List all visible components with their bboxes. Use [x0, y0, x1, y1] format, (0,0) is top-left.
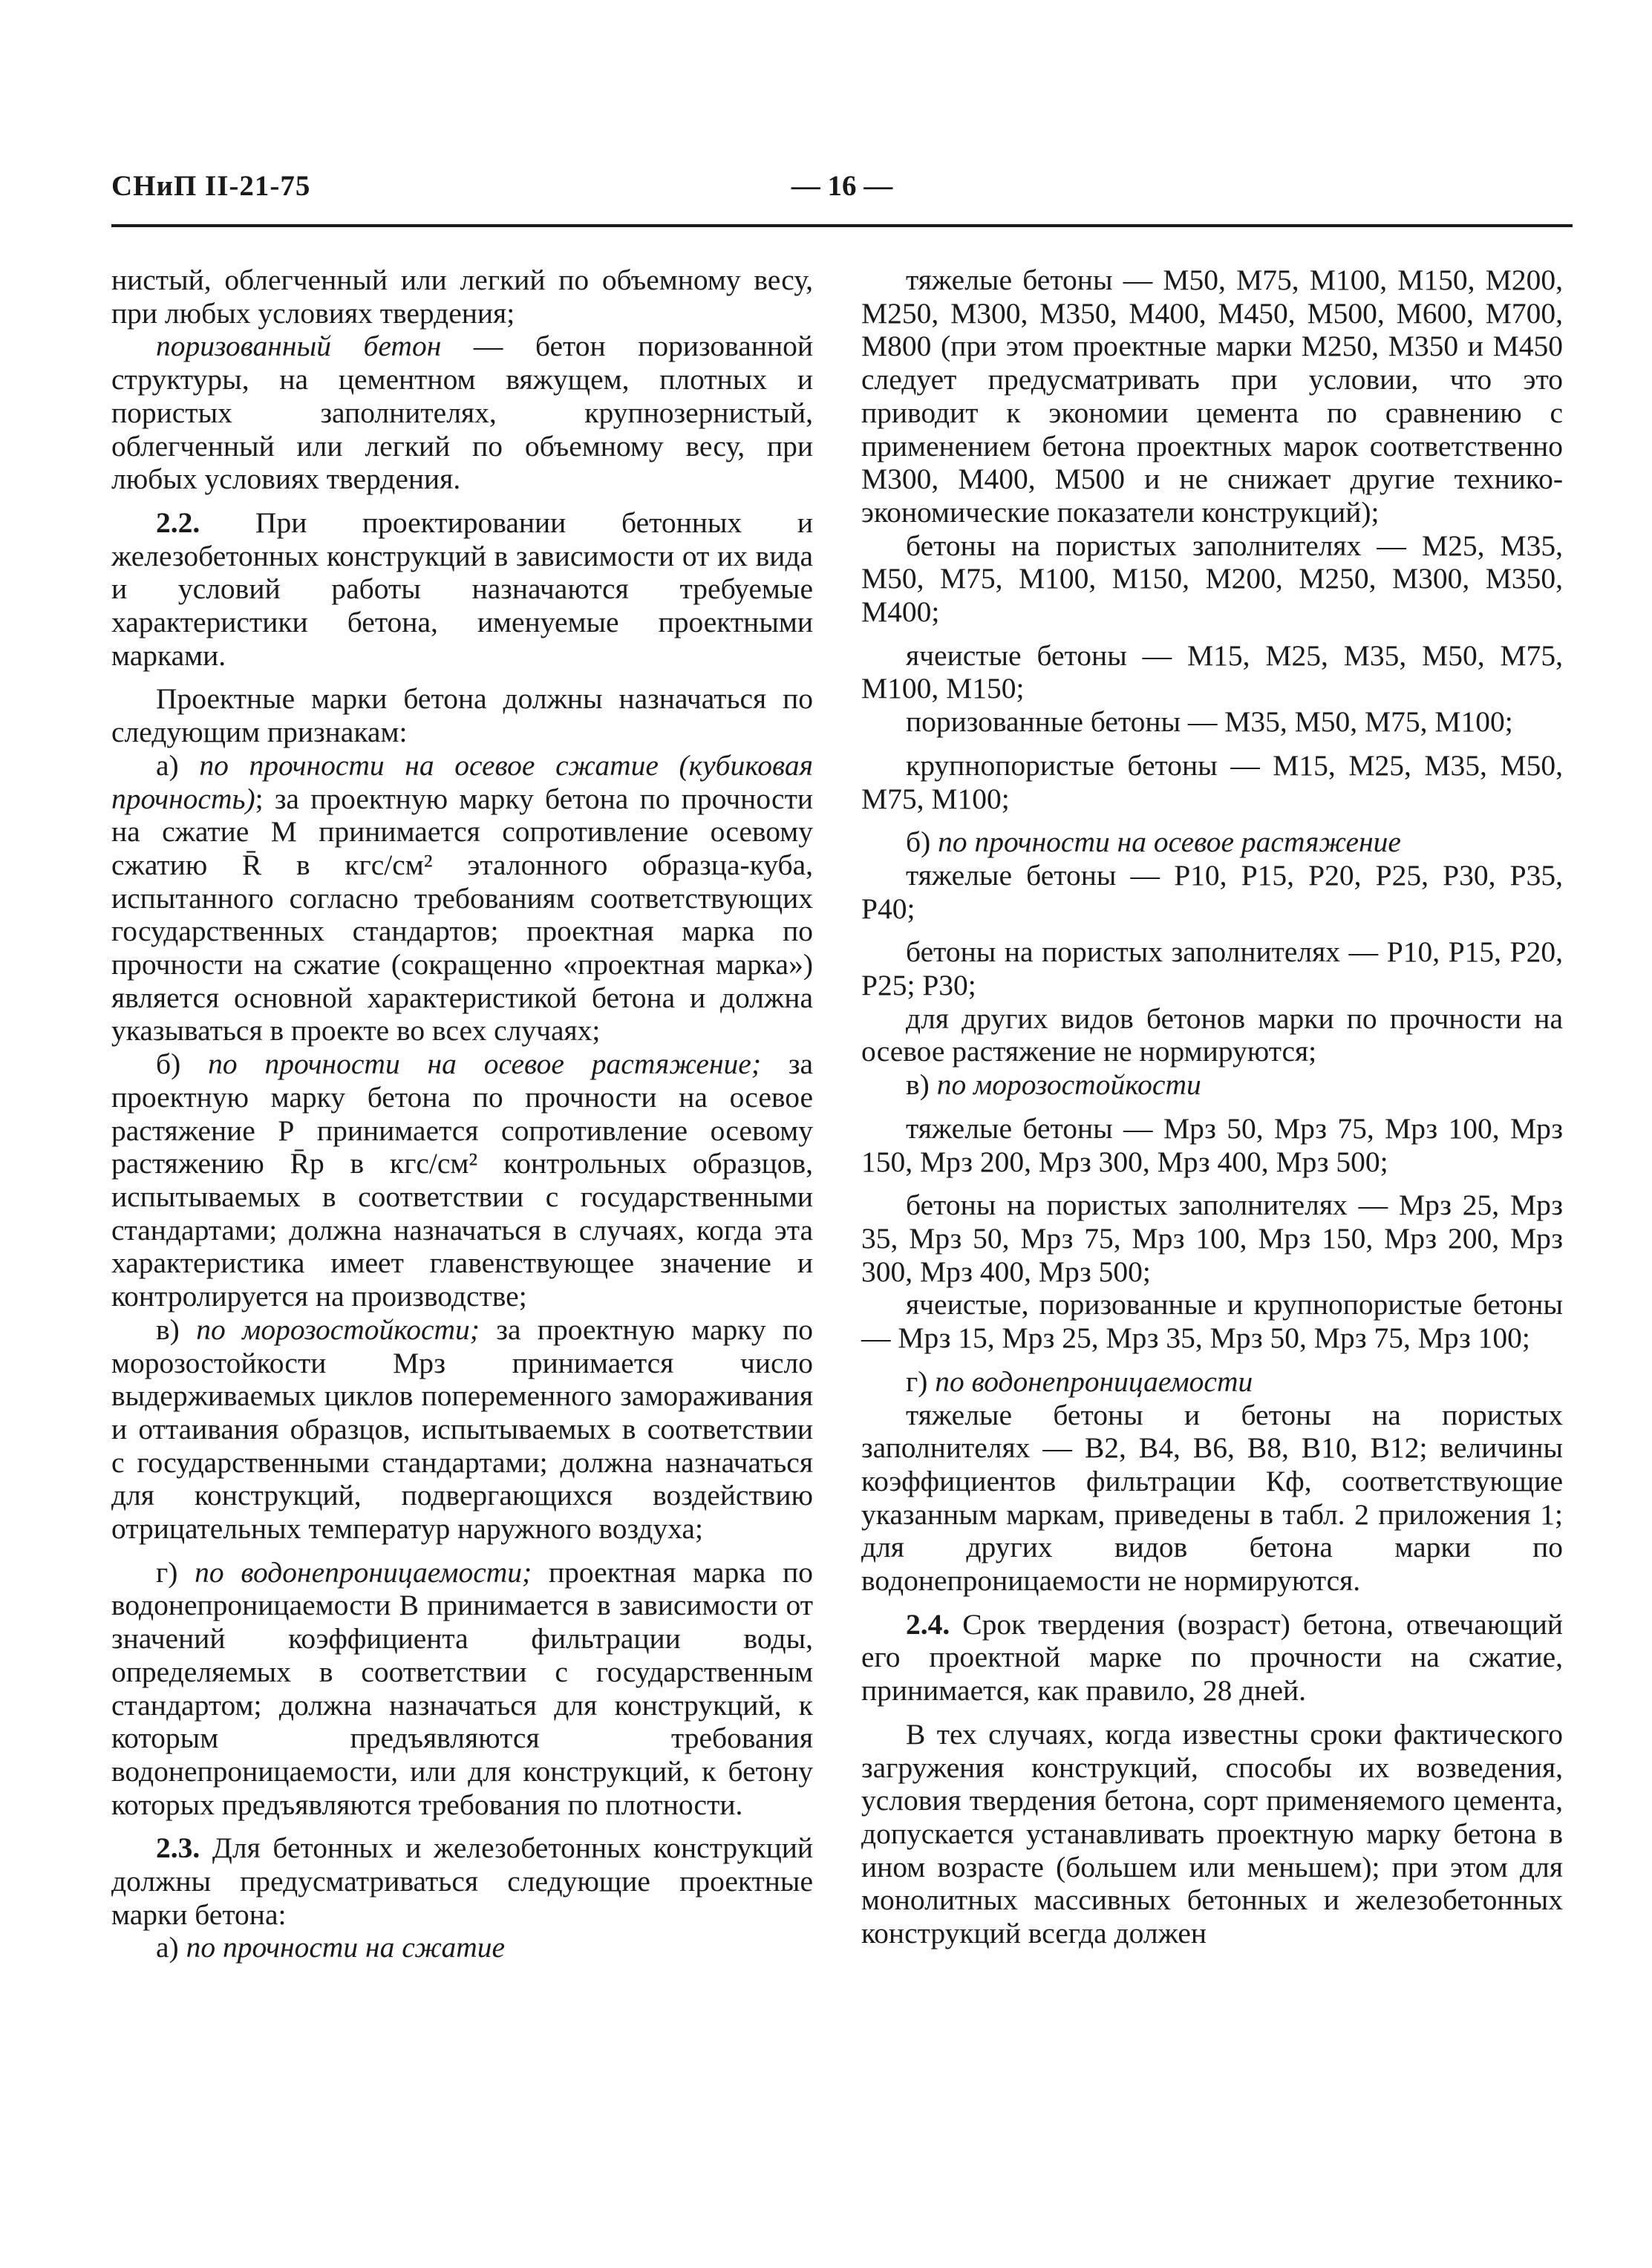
paragraph: ячеистые бетоны — М15, М25, М35, М50, М75, М100, М150;: [861, 638, 1563, 705]
right-column: [861, 264, 1563, 1950]
list-marker: а): [156, 748, 200, 782]
paragraph: тяжелые бетоны — М50, М75, М100, М150, М200, М250, М300, М350, М400, М450, М500, М600, М700, М800 (при этом проектные марки М250, М350 и М450 следует предусматривать при условии, что это приводит к экономии цемента по сравнению с применением бетона проектных марок соответственно М300, М400, М500 и не снижает другие технико-экономические показатели конструкций);: [861, 264, 1563, 529]
list-marker: г): [156, 1555, 195, 1589]
document-code: СНиП II-21-75: [111, 170, 311, 202]
list-marker: б): [156, 1048, 209, 1081]
list-item: [111, 1556, 813, 1822]
italic-term: по прочности на осевое растяжение: [938, 826, 1401, 859]
list-item: [111, 749, 813, 1048]
paragraph-text: за проектную марку бетона по прочности на осевое растяжение Р принимается сопротивление осевому растяжению R̄р в кгс/см² контрольных образцов, испытываемых в соответствии с государственными стандартами; должна назначаться в случаях, когда эта характеристика имеет главенствующее значение и контролируется на производстве;: [111, 1048, 813, 1313]
list-item: [861, 1068, 1563, 1102]
italic-term: по морозостойкости: [936, 1068, 1201, 1102]
italic-term: по прочности на сжатие: [186, 1931, 506, 1964]
paragraph-text: Для бетонных и железобетонных конструкций должны предусматриваться следующие проектные марки бетона:: [111, 1831, 813, 1931]
page-header: [111, 169, 1573, 221]
list-marker: в): [156, 1313, 197, 1346]
paragraph-text: ; за проектную марку бетона по прочности на сжатие М принимается сопротивление осевому сжатию R̄ в кгс/см² эталонного образца-куба, испытанного согласно требованиям соответствующих государственных стандартов; проектная марка по прочности на сжатие (сокращенно «проектная марка») является основной характеристикой бетона и должна указываться в проекте во всех случаях;: [111, 782, 813, 1048]
paragraph-text: проектная марка по водонепроницаемости В принимается в зависимости от значений коэффициента фильтрации воды, определяемых в соответствии с государственным стандартом; должна назначаться для конструкций, к которым предъявляются требования водонепроницаемости, или для конструкций, к бетону которых предъявляются требования по плотности.: [111, 1555, 813, 1821]
header-rule: [111, 224, 1573, 227]
list-item: [861, 1365, 1563, 1399]
paragraph: крупнопористые бетоны — М15, М25, М35, М50, М75, М100;: [861, 748, 1563, 815]
paragraph: бетоны на пористых заполнителях — Р10, Р15, Р20, Р25; Р30;: [861, 935, 1563, 1002]
italic-term: по морозостойкости;: [196, 1313, 480, 1346]
section-paragraph: [111, 506, 813, 673]
italic-term: по прочности на осевое растяжение;: [208, 1048, 761, 1081]
list-item: [111, 1048, 813, 1313]
paragraph: бетоны на пористых заполнителях — М25, М35, М50, М75, М100, М150, М200, М250, М300, М350, М400;: [861, 529, 1563, 629]
section-number: 2.4.: [906, 1607, 950, 1641]
list-marker: б): [906, 826, 938, 859]
list-marker: а): [156, 1931, 186, 1964]
list-item: [861, 826, 1563, 859]
list-marker: в): [906, 1068, 937, 1102]
paragraph: бетоны на пористых заполнителях — Мрз 25, Мрз 35, Мрз 50, Мрз 75, Мрз 100, Мрз 150, Мрз 200, Мрз 300, Мрз 400, Мрз 500;: [861, 1189, 1563, 1288]
italic-term: по прочности на осевое сжатие (кубиковая прочность): [111, 748, 813, 815]
section-number: 2.3.: [156, 1831, 200, 1865]
paragraph-text: Срок твердения (возраст) бетона, отвечающий его проектной марке по прочности на сжатие, принимается, как правило, 28 дней.: [861, 1607, 1563, 1707]
paragraph: тяжелые бетоны и бетоны на пористых заполнителях — В2, В4, В6, В8, В10, В12; величины коэффициентов фильтрации Кф, соответствующие указанным маркам, приведены в табл. 2 приложения 1; для других видов бетона марки по водонепроницаемости не нормируются.: [861, 1398, 1563, 1598]
list-item: [111, 1313, 813, 1546]
paragraph: для других видов бетонов марки по прочности на осевое растяжение не нормируются;: [861, 1001, 1563, 1068]
paragraph: [111, 330, 813, 496]
paragraph-text: — бетон поризованной структуры, на цементном вяжущем, плотных и пористых заполнителях, крупнозернистый, облегченный или легкий по объемному весу, при любых условиях твердения.: [111, 330, 813, 496]
paragraph: Проектные марки бетона должны назначаться по следующим признакам:: [111, 682, 813, 749]
list-marker: г): [906, 1365, 936, 1398]
page-number: — 16 —: [791, 170, 893, 202]
paragraph: В тех случаях, когда известны сроки фактического загружения конструкций, способы их возведения, условия твердения бетона, сорт применяемого цемента, допускается устанавливать проектную марку бетона в ином возрасте (большем или меньшем); при этом для монолитных массивных бетонных и железобетонных конструкций всегда должен: [861, 1717, 1563, 1950]
paragraph: тяжелые бетоны — Мрз 50, Мрз 75, Мрз 100, Мрз 150, Мрз 200, Мрз 300, Мрз 400, Мрз 500;: [861, 1111, 1563, 1178]
paragraph: нистый, облегченный или легкий по объемному весу, при любых условиях твердения;: [111, 264, 813, 330]
paragraph: ячеистые, поризованные и крупнопористые бетоны — Мрз 15, Мрз 25, Мрз 35, Мрз 50, Мрз 75, Мрз 100;: [861, 1288, 1563, 1355]
paragraph: поризованные бетоны — М35, М50, М75, М100;: [906, 705, 1513, 739]
italic-term: поризованный бетон: [156, 330, 442, 363]
section-number: 2.2.: [156, 506, 200, 539]
left-column: [111, 264, 813, 1964]
section-paragraph: [861, 1608, 1563, 1707]
paragraph-text: за проектную марку по морозостойкости Мрз принимается число выдерживаемых циклов попеременного замораживания и оттаивания образцов, испытываемых в соответствии с государственными стандартами; должна назначаться для конструкций, подвергающихся воздействию отрицательных температур наружного воздуха;: [111, 1313, 813, 1546]
section-paragraph: [111, 1831, 813, 1931]
paragraph: тяжелые бетоны — Р10, Р15, Р20, Р25, Р30, Р35, Р40;: [861, 858, 1563, 925]
italic-term: по водонепроницаемости: [935, 1365, 1253, 1398]
italic-term: по водонепроницаемости;: [195, 1555, 532, 1589]
list-item: [111, 1931, 813, 1964]
paragraph-text: При проектировании бетонных и железобетонных конструкций в зависимости от их вида и условий работы назначаются требуемые характеристики бетона, именуемые проектными марками.: [111, 506, 813, 672]
